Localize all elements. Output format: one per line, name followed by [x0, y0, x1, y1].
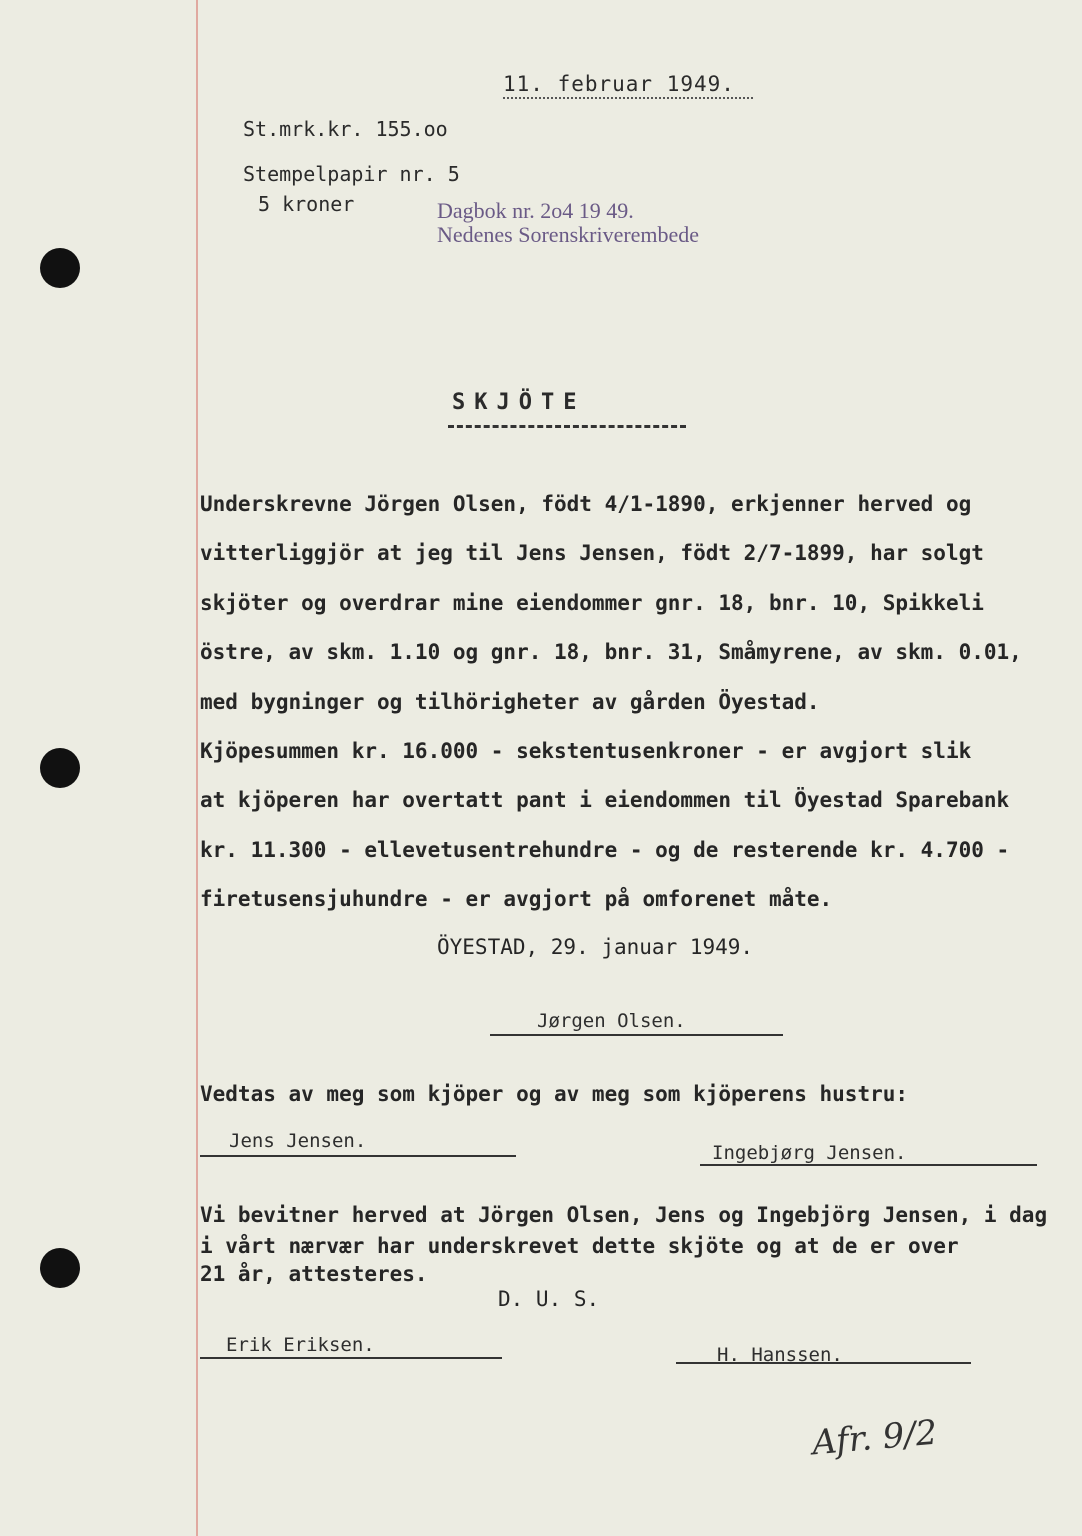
dus-marker: D. U. S.: [498, 1287, 600, 1311]
date-underline: [503, 97, 753, 99]
body-line-5: med bygninger og tilhörigheter av gården Öyestad.: [200, 690, 820, 714]
punch-hole-top: [40, 248, 80, 288]
body-line-7: at kjöperen har overtatt pant i eiendommen til Öyestad Sparebank: [200, 788, 1010, 812]
punch-hole-middle: [40, 748, 80, 788]
spouse-signature: Ingebjørg Jensen.: [712, 1142, 907, 1164]
body-line-2: vitterliggjör at jeg til Jens Jensen, födt 2/7-1899, har solgt: [200, 541, 984, 565]
buyer-signature: Jens Jensen.: [229, 1130, 367, 1152]
stamp-paper-value: St.mrk.kr. 155.oo: [243, 117, 448, 141]
witness-line-1: Vi bevitner herved at Jörgen Olsen, Jens og Ingebjörg Jensen, i dag: [200, 1203, 1048, 1227]
body-line-4: östre, av skm. 1.10 og gnr. 18, bnr. 31, Småmyrene, av skm. 0.01,: [200, 640, 1022, 664]
body-line-6: Kjöpesummen kr. 16.000 - sekstentusenkroner - er avgjort slik: [200, 739, 972, 763]
witness-line-3: 21 år, attesteres.: [200, 1262, 428, 1286]
spouse-signature-line: [700, 1164, 1037, 1166]
body-line-1: Underskrevne Jörgen Olsen, födt 4/1-1890, erkjenner herved og: [200, 492, 972, 516]
stamp-paper-kroner: 5 kroner: [258, 192, 355, 216]
document-date: 11. februar 1949.: [503, 72, 735, 96]
seller-signature-line: [490, 1034, 783, 1036]
registry-stamp-dagbok: Dagbok nr. 2o4 19 49.: [437, 198, 634, 223]
body-line-8: kr. 11.300 - ellevetusentrehundre - og de resterende kr. 4.700 -: [200, 838, 1010, 862]
witness-1-signature: Erik Eriksen.: [226, 1334, 375, 1356]
witness-line-2: i vårt nærvær har underskrevet dette skjöte og at de er over: [200, 1234, 959, 1258]
witness-2-signature-line: [676, 1362, 971, 1364]
witness-2-signature: H. Hanssen.: [717, 1344, 843, 1366]
body-line-3: skjöter og overdrar mine eiendommer gnr. 18, bnr. 10, Spikkeli: [200, 591, 984, 615]
buyer-signature-line: [200, 1155, 516, 1157]
registry-stamp-office: Nedenes Sorenskriverembede: [437, 222, 700, 247]
acceptance-statement: Vedtas av meg som kjöper og av meg som kjöperens hustru:: [200, 1082, 909, 1106]
stamp-paper-number: Stempelpapir nr. 5: [243, 162, 460, 186]
document-title: SKJÖTE: [452, 390, 586, 415]
handwritten-note: Afr. 9/2: [810, 1412, 939, 1464]
title-underline: [448, 425, 686, 428]
place-date: ÖYESTAD, 29. januar 1949.: [437, 935, 754, 959]
witness-1-signature-line: [200, 1357, 502, 1359]
punch-hole-bottom: [40, 1248, 80, 1288]
seller-signature: Jørgen Olsen.: [537, 1010, 686, 1032]
margin-rule: [196, 0, 198, 1536]
body-line-9: firetusensjuhundre - er avgjort på omforenet måte.: [200, 887, 833, 911]
